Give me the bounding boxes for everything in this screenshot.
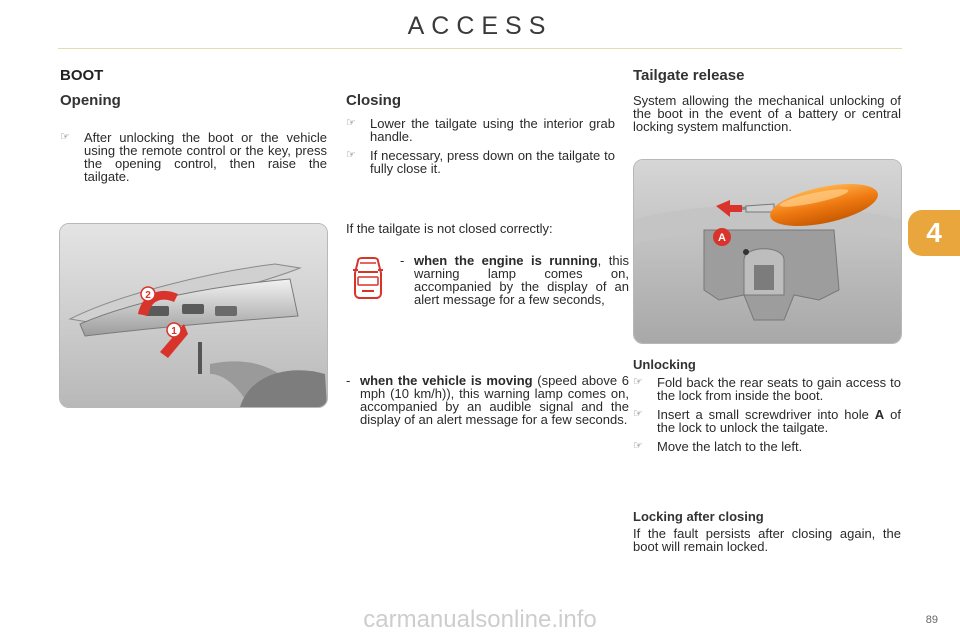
section-heading-boot: BOOT — [60, 67, 104, 84]
hand-pointer-icon: ☞ — [633, 440, 643, 452]
warning-vehicle-moving: - when the vehicle is moving (speed above 6 mph (10 km/h)), this warning lamp comes on, accompanied by an audible signal and the display of an alert message for a few seconds. — [346, 373, 629, 427]
closing-instructions — [346, 117, 615, 181]
locking-heading: Locking after closing — [633, 509, 764, 524]
open-boot-warning-icon — [352, 257, 384, 299]
unlocking-bullet: ☞ Fold back the rear seats to gain access to the lock from inside the boot. — [633, 375, 901, 403]
page-title: ACCESS — [407, 12, 553, 40]
callout-1: 1 — [171, 326, 177, 337]
opening-illustration — [59, 223, 328, 408]
unlocking-bullet: ☞ Insert a small screwdriver into hole A of the lock to unlock the tailgate. — [633, 407, 901, 435]
opening-bullet: ☞ After unlocking the boot or the vehicle using the remote control or the key, press the opening control, then raise the tailgate. — [60, 130, 327, 184]
tailgate-release-intro: System allowing the mechanical unlocking of the boot in the event of a battery or central locking system malfunction. — [633, 93, 901, 134]
closing-heading: Closing — [346, 92, 401, 109]
opening-instructions — [60, 131, 327, 189]
unlocking-heading: Unlocking — [633, 357, 696, 372]
closing-bullet: ☞ Lower the tailgate using the interior grab handle. — [346, 116, 615, 144]
callout-a: A — [718, 232, 726, 244]
header-divider — [58, 48, 902, 49]
not-closed-intro: If the tailgate is not closed correctly: — [346, 221, 553, 236]
chapter-tab[interactable]: 4 — [908, 210, 960, 256]
opening-heading: Opening — [60, 92, 121, 109]
tailgate-release-heading: Tailgate release — [633, 67, 745, 84]
page-number: 89 — [925, 614, 938, 626]
warning-engine-running: - when the engine is running, this warning lamp comes on, accompanied by the display of an alert message for a few seconds, — [400, 253, 629, 307]
hand-pointer-icon: ☞ — [346, 117, 356, 129]
hand-pointer-icon: ☞ — [633, 376, 643, 388]
hand-pointer-icon: ☞ — [60, 131, 70, 143]
closing-bullet: ☞ If necessary, press down on the tailgate to fully close it. — [346, 148, 615, 176]
unlocking-bullet: ☞ Move the latch to the left. — [633, 439, 803, 454]
callout-2: 2 — [145, 290, 151, 301]
watermark: carmanualsonline.info — [363, 606, 597, 633]
hand-pointer-icon: ☞ — [633, 408, 643, 420]
locking-text: If the fault persists after closing again, the boot will remain locked. — [633, 526, 901, 554]
unlocking-instructions — [633, 376, 901, 459]
lock-illustration — [633, 159, 902, 344]
hand-pointer-icon: ☞ — [346, 149, 356, 161]
